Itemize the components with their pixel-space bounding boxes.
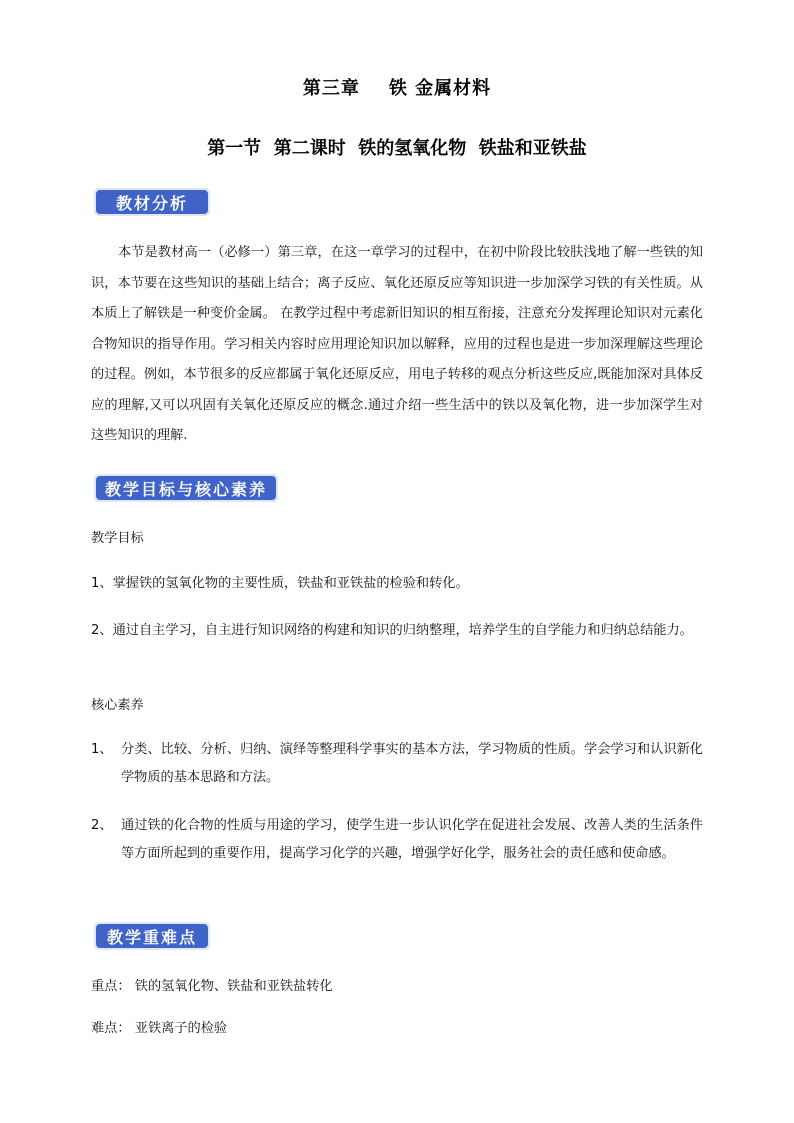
section-badge-analysis: 教材分析 bbox=[94, 188, 210, 216]
objectives-label: 教学目标 bbox=[91, 531, 144, 546]
objective-text: 2、通过自主学习，自主进行知识网络的构建和知识的归纳整理，培养学生的自学能力和归纳总结能力。 bbox=[91, 623, 693, 638]
literacy-label: 核心素养 bbox=[91, 698, 144, 713]
difficult-point-line: 难点： 亚铁离子的检验 bbox=[91, 1021, 228, 1036]
section-badge-key-points: 教学重难点 bbox=[94, 922, 210, 950]
literacy-text: 通过铁的化合物的性质与用途的学习，使学生进一步认识化学在促进社会发展、改善人类的生活条件等方面所起到的重要作用，提高学习化学的兴趣，增强学好化学，服务社会的责任感和使命感。 bbox=[121, 818, 703, 861]
literacy-text: 分类、比较、分析、归纳、演绎等整理科学事实的基本方法，学习物质的性质。学会学习和认识新化学物质的基本思路和方法。 bbox=[121, 742, 703, 785]
objective-item bbox=[91, 617, 703, 645]
literacy-item bbox=[91, 736, 703, 792]
objective-text: 1、掌握铁的氢氧化物的主要性质，铁盐和亚铁盐的检验和转化。 bbox=[91, 576, 469, 591]
analysis-paragraph: 本节是教材高一（必修一）第三章，在这一章学习的过程中，在初中阶段比较肤浅地了解一些铁的知识，本节要在这些知识的基础上结合；离子反应、氧化还原反应等知识进一步加深学习铁的有关性质。从本质上了解铁是一种变价金属。 在教学过程中考虑新旧知识的相互衔接，注意充分发挥理论知识对元素化合物知识的指导作用。学习相关内容时应用理论知识加以解释，应用的过程也是进一步加深理解这些理论的过程。例如，本节很多的反应都属于氧化还原反应，用电子转移的观点分析这些反应,既能加深对具体反应的理解,又可以巩固有关氧化还原反应的概念.通过介绍一些生活中的铁以及氧化物，进一步加深学生对这些知识的理解. bbox=[91, 245, 703, 443]
section-badge-goals: 教学目标与核心素养 bbox=[94, 474, 278, 502]
literacy-number: 1、 bbox=[91, 742, 113, 757]
chapter-title: 第三章 铁 金属材料 bbox=[302, 78, 492, 99]
section-title: 第一节 第二课时 铁的氢氧化物 铁盐和亚铁盐 bbox=[207, 138, 587, 159]
literacy-number: 2、 bbox=[91, 818, 113, 833]
objective-item bbox=[91, 570, 703, 598]
literacy-item bbox=[91, 812, 703, 868]
key-point-line: 重点： 铁的氢氧化物、铁盐和亚铁盐转化 bbox=[91, 979, 333, 994]
